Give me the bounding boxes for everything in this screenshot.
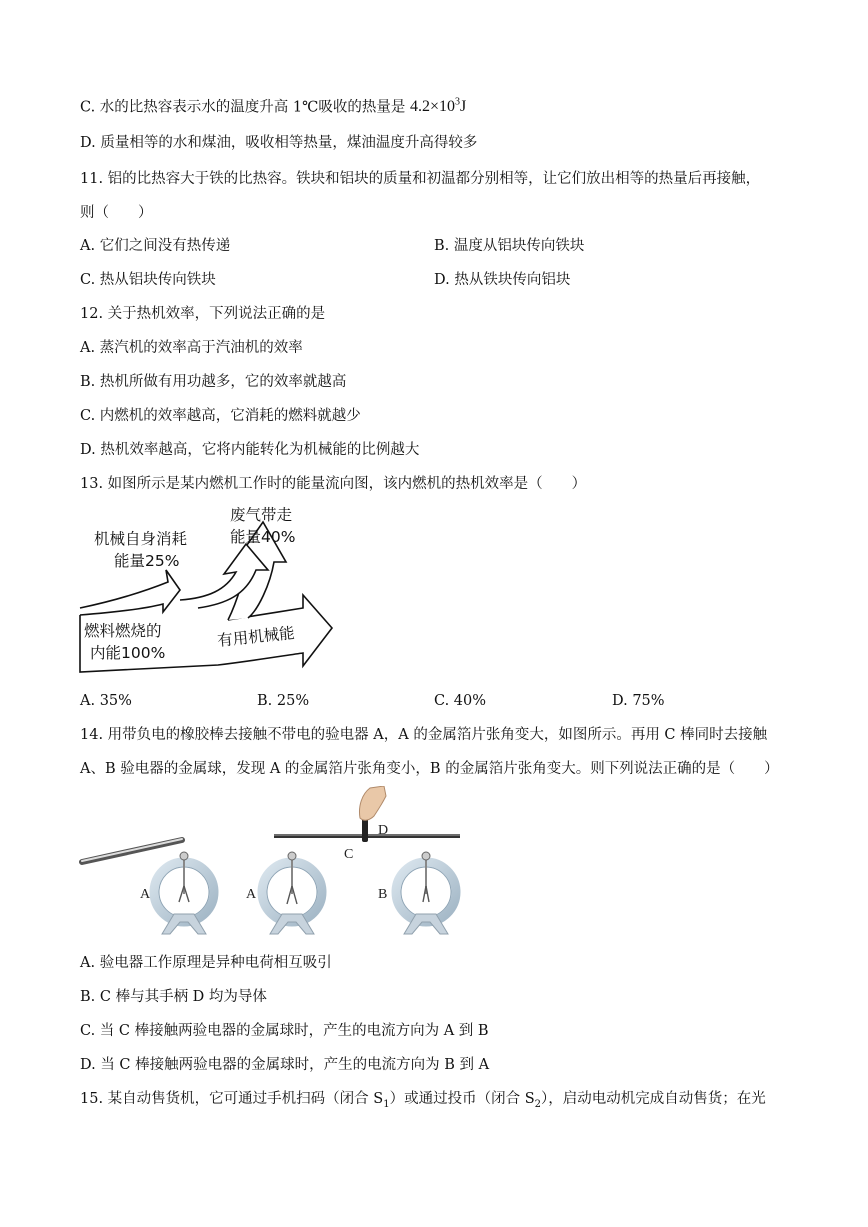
fuel-label-line2: 内能100% [90, 644, 166, 662]
q11-option-b: B. 温度从铝块传向铁块 [434, 238, 585, 254]
q14-stem-line2: A、B 验电器的金属球，发现 A 的金属箔片张角变小，B 的金属箔片张角变大。则下列说法正确的是（ ） [80, 761, 779, 777]
energy-flow-diagram [78, 500, 338, 680]
q15-subscript-2: 2 [534, 1098, 542, 1110]
self-loss-label-line1: 机械自身消耗 [94, 530, 188, 548]
q13-option-c: C. 40% [434, 693, 487, 709]
q14-stem-line1: 14. 用带负电的橡胶棒去接触不带电的验电器 A，A 的金属箔片张角变大，如图所示。再用 C 棒同时去接触 [80, 727, 768, 743]
q15-stem [80, 1090, 766, 1114]
electroscope-diagram [78, 786, 468, 946]
exhaust-label-line1: 废气带走 [230, 506, 293, 524]
q10-option-d: D. 质量相等的水和煤油，吸收相等热量，煤油温度升高得较多 [80, 135, 478, 151]
label-a-left: A [140, 887, 151, 902]
q11-option-a: A. 它们之间没有热传递 [80, 238, 231, 254]
q12-option-a: A. 蒸汽机的效率高于汽油机的效率 [80, 340, 303, 356]
q12-stem: 12. 关于热机效率，下列说法正确的是 [80, 306, 326, 322]
q11-stem-line1: 11. 铝的比热容大于铁的比热容。铁块和铝块的质量和初温都分别相等，让它们放出相等的热量后再接触， [80, 171, 761, 187]
label-a-right: A [246, 887, 257, 902]
electroscope-b [396, 852, 456, 934]
q12-option-c: C. 内燃机的效率越高，它消耗的燃料就越少 [80, 408, 361, 424]
q14-option-c: C. 当 C 棒接触两验电器的金属球时，产生的电流方向为 A 到 B [80, 1023, 489, 1039]
exhaust-label-line2: 能量40% [230, 528, 296, 546]
hand-icon [359, 786, 386, 820]
label-d: D [378, 823, 389, 838]
useful-energy-label: 有用机械能 [216, 623, 296, 650]
q13-option-b: B. 25% [257, 693, 310, 709]
self-loss-arrow [80, 570, 180, 615]
q11-stem-line2: 则（ ） [80, 205, 153, 221]
q14-option-b: B. C 棒与其手柄 D 均为导体 [80, 989, 267, 1005]
label-c: C [344, 847, 354, 862]
q11-option-d: D. 热从铁块传向铝块 [434, 272, 571, 288]
q13-stem: 13. 如图所示是某内燃机工作时的能量流向图，该内燃机的热机效率是（ ） [80, 476, 587, 492]
q12-option-b: B. 热机所做有用功越多，它的效率就越高 [80, 374, 347, 390]
q10-formula: 4.2×10 [409, 98, 455, 116]
q10-option-c-text: C. 水的比热容表示水的温度升高 1℃吸收的热量是 [80, 99, 406, 116]
q12-option-d: D. 热机效率越高，它将内能转化为机械能的比例越大 [80, 442, 420, 458]
q14-option-a: A. 验电器工作原理是异种电荷相互吸引 [80, 955, 332, 971]
q15-stem-part-a: 15. 某自动售货机，它可通过手机扫码（闭合 S [80, 1091, 384, 1107]
q11-option-c: C. 热从铝块传向铁块 [80, 272, 216, 288]
fuel-label-line1: 燃料燃烧的 [84, 622, 162, 640]
q15-stem-part-c: ），启动电动机完成自动售货；在光 [541, 1091, 766, 1107]
self-loss-label-line2: 能量25% [114, 552, 180, 570]
q10-option-c [80, 94, 466, 116]
q14-option-d: D. 当 C 棒接触两验电器的金属球时，产生的电流方向为 B 到 A [80, 1057, 490, 1073]
q15-stem-part-b: ）或通过投币（闭合 S [389, 1091, 535, 1107]
electroscope-a-right [262, 852, 322, 934]
q13-option-a: A. 35% [80, 693, 132, 709]
q10-formula-exponent: 3 [455, 97, 460, 108]
label-b: B [378, 887, 388, 902]
q15-subscript-1: 1 [383, 1098, 390, 1110]
q10-formula-unit: J [460, 98, 467, 116]
electroscope-a-left [154, 852, 214, 934]
q13-option-d: D. 75% [612, 693, 665, 709]
